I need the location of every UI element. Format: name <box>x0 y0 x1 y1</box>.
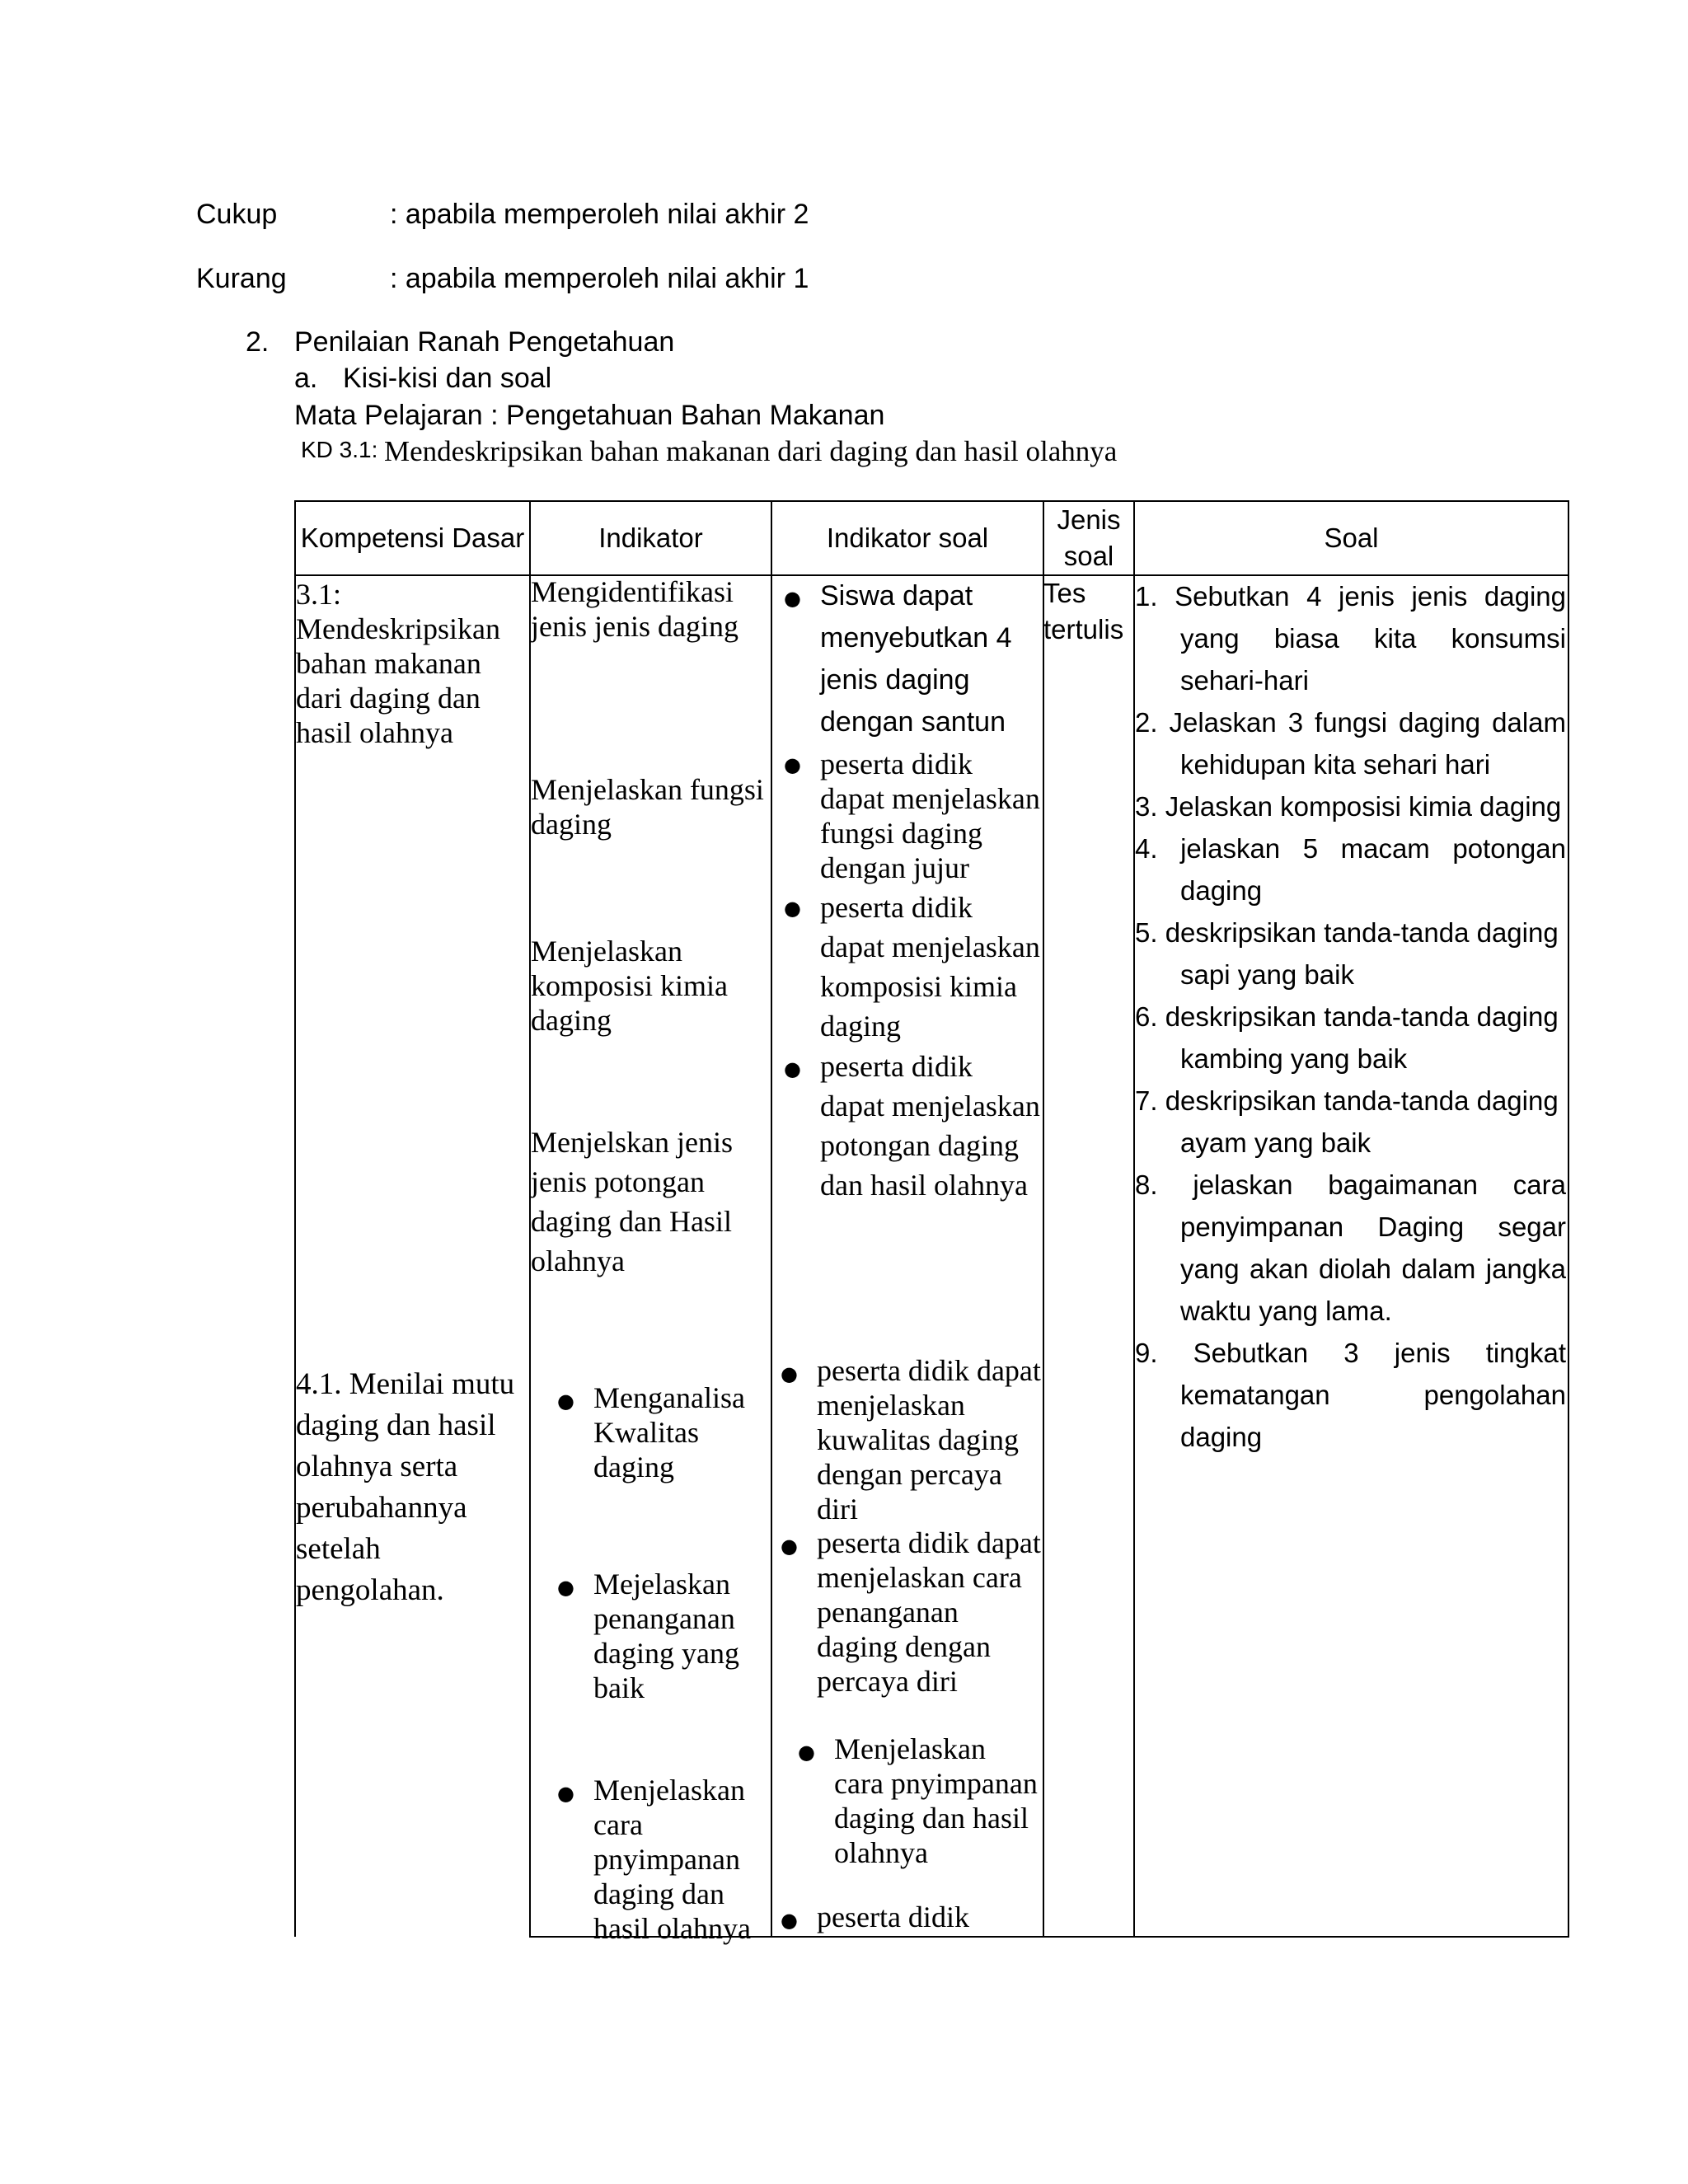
soal-item: 6. deskripsikan tanda-tanda daging kambing yang baik <box>1135 1001 1559 1074</box>
soal-item: 2. Jelaskan 3 fungsi daging dalam kehidupan kita sehari hari <box>1135 707 1566 780</box>
indikator-item: Mejelaskan penanganan daging yang baik <box>593 1568 739 1704</box>
bullet-icon: ● <box>784 753 801 776</box>
table-right-border <box>1568 500 1569 1938</box>
bullet-icon: ● <box>781 1909 798 1932</box>
header-soal: Soal <box>1324 523 1379 553</box>
soal-item: 1. Sebutkan 4 jenis jenis daging yang biasa kita konsumsi sehari-hari <box>1135 581 1566 696</box>
header-indikator: Indikator <box>598 523 703 553</box>
criteria-desc-cukup: : apabila memperoleh nilai akhir 2 <box>390 199 809 230</box>
indikator-item: Menjelaskan komposisi kimia daging <box>531 935 729 1037</box>
bullet-icon: ● <box>784 1057 801 1080</box>
section-number: 2. <box>246 326 270 358</box>
soal-list <box>1135 575 1566 1458</box>
subject-line: Mata Pelajaran : Pengetahuan Bahan Makanan <box>294 400 885 431</box>
indikator-soal-item: peserta didik dapat menjelaskan komposisi kimia daging <box>820 891 1040 1043</box>
indikator-item: Menjelaskan cara pnyimpanan daging dan hasil olahnya <box>593 1774 751 1945</box>
indikator-soal-item: peserta didik dapat menjelaskan potongan daging dan hasil olahnya <box>820 1050 1040 1202</box>
subsection-letter: a. <box>294 363 318 394</box>
bullet-icon: ● <box>557 1576 574 1599</box>
section-title: Penilaian Ranah Pengetahuan <box>294 326 675 358</box>
jenis-soal-cell: Tes tertulis <box>1043 578 1124 644</box>
criteria-label-kurang: Kurang <box>196 263 287 294</box>
indikator-soal-item: Menjelaskan cara pnyimpanan daging dan hasil olahnya <box>834 1732 1038 1869</box>
indikator-soal-item: peserta didik dapat menjelaskan kuwalitas daging dengan percaya diri <box>817 1354 1041 1526</box>
indikator-soal-item: peserta didik dapat menjelaskan cara penanganan daging dengan percaya diri <box>817 1526 1041 1698</box>
bullet-icon: ● <box>557 1390 574 1413</box>
soal-item: 8. jelaskan bagaimanan cara penyimpanan Daging segar yang akan diolah dalam jangka waktu yang lama. <box>1135 1169 1566 1326</box>
header-kompetensi-dasar: Kompetensi Dasar <box>300 523 525 553</box>
header-indikator-soal: Indikator soal <box>826 523 989 553</box>
criteria-desc-kurang: : apabila memperoleh nilai akhir 1 <box>390 263 809 294</box>
header-jenis-soal: Jenis soal <box>1057 504 1121 571</box>
kd-title: Mendeskripsikan bahan makanan dari daging dan hasil olahnya <box>384 435 1118 467</box>
subsection-title: Kisi-kisi dan soal <box>343 363 552 394</box>
bullet-icon: ● <box>798 1741 815 1764</box>
indikator-item: Mengidentifikasi jenis jenis daging <box>531 575 738 643</box>
bullet-icon: ● <box>781 1535 798 1558</box>
bullet-icon: ● <box>781 1362 798 1385</box>
kd-prefix: KD 3.1: <box>301 437 378 462</box>
bullet-icon: ● <box>784 587 801 610</box>
bullet-icon: ● <box>557 1782 574 1805</box>
kd-cell-4-1: 4.1. Menilai mutu daging dan hasil olahnya serta perubahannya setelah pengolahan. <box>296 1367 515 1607</box>
indikator-soal-item: peserta didik dapat menjelaskan fungsi daging dengan jujur <box>820 748 1040 884</box>
criteria-label-cukup: Cukup <box>196 199 278 230</box>
soal-item: 7. deskripsikan tanda-tanda daging ayam yang baik <box>1135 1085 1559 1158</box>
soal-item: 5. deskripsikan tanda-tanda daging sapi yang baik <box>1135 917 1559 990</box>
soal-item: 9. Sebutkan 3 jenis tingkat kematangan pengolahan daging <box>1135 1338 1566 1452</box>
soal-item: 4. jelaskan 5 macam potongan daging <box>1135 833 1566 906</box>
indikator-soal-item: peserta didik <box>817 1900 969 1933</box>
soal-item: 3. Jelaskan komposisi kimia daging <box>1135 791 1562 822</box>
indikator-item: Menjelskan jenis jenis potongan daging dan Hasil olahnya <box>531 1126 733 1277</box>
indikator-soal-item: Siswa dapat menyebutkan 4 jenis daging dengan santun <box>820 580 1012 738</box>
bullet-icon: ● <box>784 897 801 920</box>
indikator-item: Menganalisa Kwalitas daging <box>593 1381 745 1483</box>
kd-cell-3-1: 3.1: Mendeskripsikan bahan makanan dari daging dan hasil olahnya <box>296 578 500 749</box>
table-col-divider-2 <box>771 500 772 1938</box>
indikator-item: Menjelaskan fungsi daging <box>531 773 764 841</box>
table-col-divider-3 <box>1043 500 1044 1938</box>
